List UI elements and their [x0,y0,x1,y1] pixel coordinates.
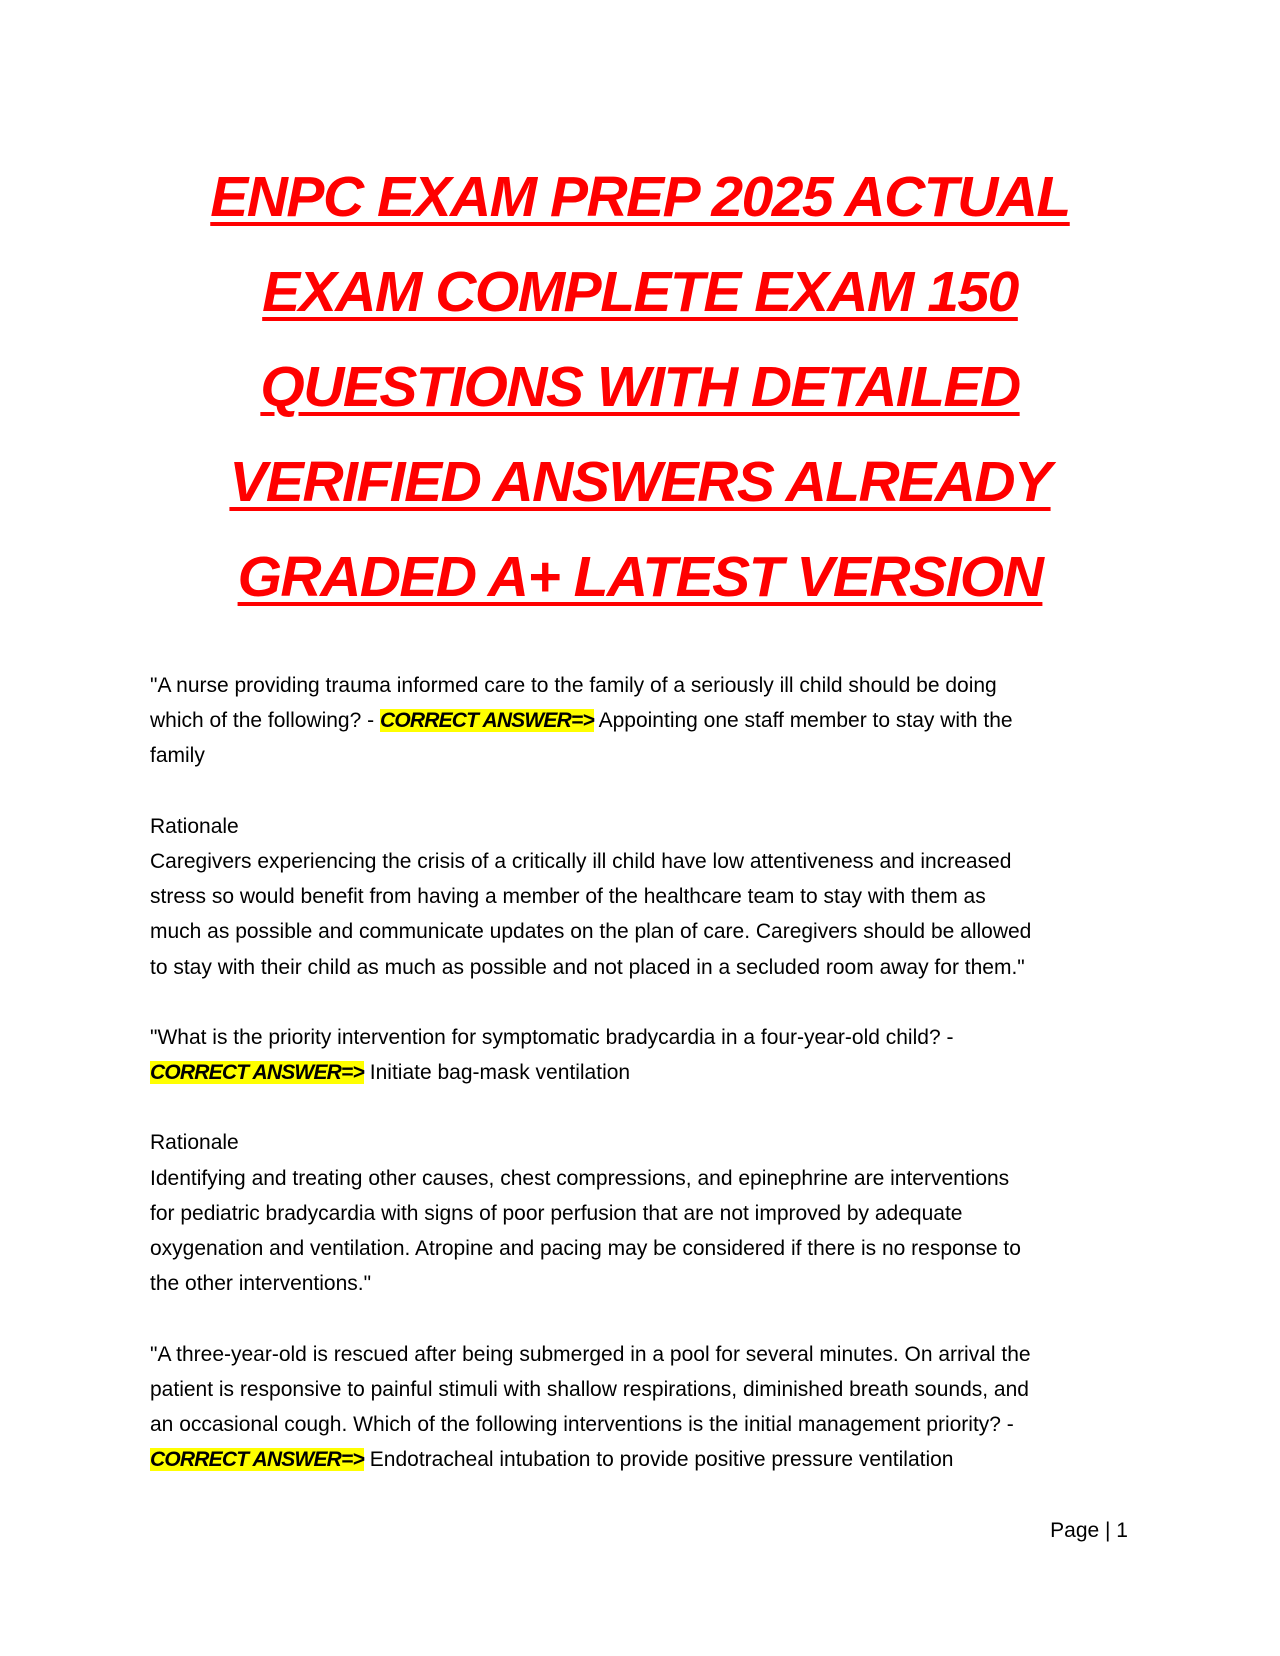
correct-answer-marker: CORRECT ANSWER=> [379,709,594,733]
question-block-2 [150,1020,1130,1302]
question-block-3 [150,1337,1130,1478]
q2-rationale-line-4: the other interventions." [150,1272,372,1296]
q2-answer-line [150,1055,1130,1090]
q1-question-line-2 [150,703,1130,738]
q1-question-line-1: "A nurse providing trauma informed care to the family of a seriously ill child should be doing [150,674,997,697]
rationale-label: Rationale [150,1131,239,1155]
q3-answer-text: Endotracheal intubation to provide positive pressure ventilation [363,1448,954,1472]
q2-rationale-line-1: Identifying and treating other causes, chest compressions, and epinephrine are interventions [150,1166,1010,1190]
q3-answer-line [150,1442,1130,1477]
q3-question-line-3: an occasional cough. Which of the following interventions is the initial management priority? - [150,1412,1014,1436]
title-line-1: ENPC EXAM PREP 2025 ACTUAL [210,165,1070,229]
document-body [150,668,1130,1477]
correct-answer-marker: CORRECT ANSWER=> [150,1448,364,1472]
document-title [150,150,1130,625]
q1-rationale-line-1: Caregivers experiencing the crisis of a critically ill child have low attentiveness and increased [150,849,1012,873]
q1-rationale-line-4: to stay with their child as much as possible and not placed in a secluded room away for them." [150,955,1025,979]
q1-rationale-line-2: stress so would benefit from having a member of the healthcare team to stay with them as [150,885,986,909]
q1-answer-text: Appointing one staff member to stay with the [593,709,1013,733]
question-block-1 [150,668,1130,985]
q1-rationale-line-3: much as possible and communicate updates on the plan of care. Caregivers should be allowed [150,920,1032,944]
title-line-4: VERIFIED ANSWERS ALREADY [229,450,1051,514]
q1-question-line-3: family [150,744,205,768]
q2-question-line-1: "What is the priority intervention for symptomatic bradycardia in a four-year-old child? - [150,1025,954,1049]
title-line-3: QUESTIONS WITH DETAILED [260,355,1020,419]
q1-question-text: which of the following? - [150,709,380,733]
correct-answer-marker: CORRECT ANSWER=> [150,1061,364,1085]
q3-question-line-1: "A three-year-old is rescued after being submerged in a pool for several minutes. On arrival the [150,1342,1031,1366]
q3-question-line-2: patient is responsive to painful stimuli with shallow respirations, diminished breath sounds, and [150,1377,1029,1401]
title-line-5: GRADED A+ LATEST VERSION [237,545,1043,609]
q2-rationale-line-3: oxygenation and ventilation. Atropine and pacing may be considered if there is no response to [150,1237,1021,1260]
rationale-label: Rationale [150,814,239,838]
title-line-2: EXAM COMPLETE EXAM 150 [262,260,1018,324]
q2-rationale-line-2: for pediatric bradycardia with signs of poor perfusion that are not improved by adequate [150,1201,963,1225]
page-number: Page | 1 [1050,1519,1128,1542]
q2-answer-text: Initiate bag-mask ventilation [363,1061,631,1085]
